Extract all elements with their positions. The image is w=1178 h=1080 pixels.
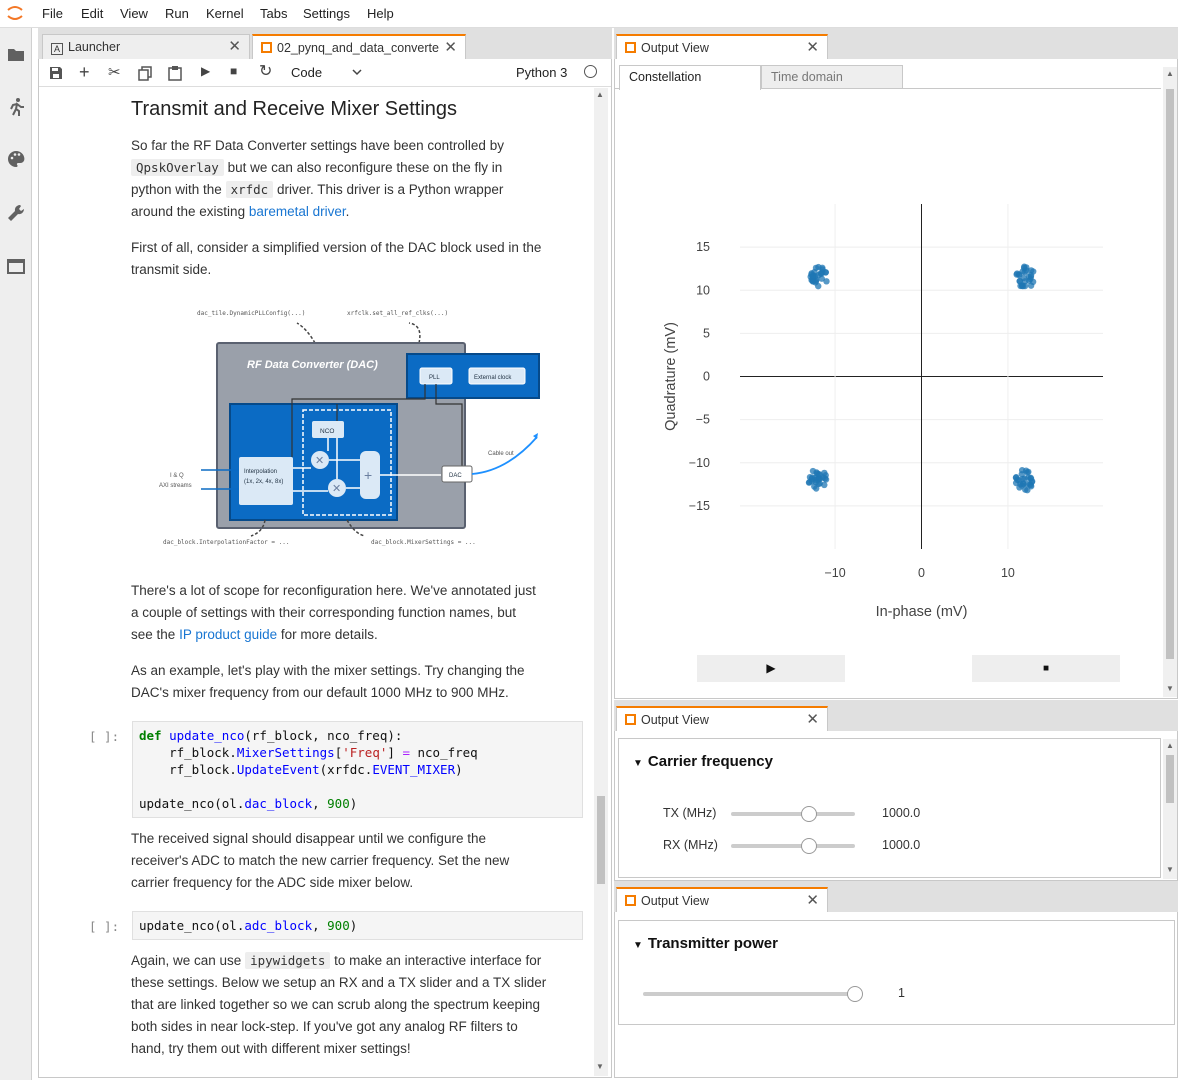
scroll-up-icon[interactable]: ▲ [1166,69,1174,78]
power-value: 1 [898,986,905,1000]
section-heading: Transmit and Receive Mixer Settings [131,98,458,120]
rx-label: RX (MHz) [663,838,718,852]
tx-value: 1000.0 [882,806,921,820]
scroll-up-icon[interactable]: ▲ [1166,741,1174,750]
constellation-point [815,283,821,289]
menu-edit[interactable]: Edit [81,6,104,21]
x-tick-label: −10 [824,566,846,580]
svg-text:+: + [364,467,373,483]
text: Again, we can use [131,953,242,968]
text: First of all, consider a simplified version of the DAC block used in the [131,240,542,255]
text: hand, try them out with different mixer settings! [131,1041,411,1056]
dac-label: DAC [449,473,462,479]
y-tick-label: 15 [696,240,710,255]
transmitter-power-widget [618,920,1175,1025]
power-slider[interactable] [643,992,855,996]
launcher-icon: A [51,43,63,55]
ip-product-guide-link[interactable]: IP product guide [179,627,278,642]
constellation-point [1025,475,1031,481]
tx-slider-handle[interactable] [801,806,817,822]
x-axis-label: In-phase (mV) [875,604,968,620]
text: DAC's mixer frequency from our default 1000 MHz to 900 MHz. [131,685,509,700]
annotation-mixer: dac_block.MixerSettings = ... [371,539,476,546]
text: python with the [131,182,222,197]
external-clock-label: External clock [474,375,512,381]
tx-slider[interactable] [731,812,855,816]
section-title: Carrier frequency [647,753,773,770]
kernel-status-icon [584,65,597,78]
constellation-point [812,273,818,279]
tx-label: TX (MHz) [663,806,717,820]
text: The received signal should disappear until we configure the [131,831,486,846]
menu-tabs[interactable]: Tabs [260,6,288,21]
caret-down-icon: ▼ [633,940,643,951]
y-tick-label: −10 [688,455,710,470]
code-cell-update-nco[interactable]: def update_nco(rf_block, nco_freq): rf_block.MixerSettings['Freq'] = nco_freq rf_block.UpdateEvent(xrfdc.EVENT_MIXER) update_nco(ol.dac_block, 900) [132,721,583,818]
scroll-down-icon[interactable]: ▼ [596,1062,604,1071]
caret-down-icon: ▼ [633,758,643,769]
output-view-icon [625,895,636,906]
restart-icon[interactable]: ↻ [259,63,273,80]
menu-file[interactable]: File [42,6,63,21]
annotation-pll-config: dac_tile.DynamicPLLConfig(...) [197,310,306,317]
scroll-up-icon[interactable]: ▲ [596,90,604,99]
constellation-plot [655,189,1125,644]
cut-icon[interactable]: ✂ [108,64,121,81]
inline-code: xrfdc [226,181,274,198]
annotation-interpolation: dac_block.InterpolationFactor = ... [163,539,290,546]
output-view-3-tab-bar [614,881,1178,912]
tab-output-view-1[interactable] [616,34,828,60]
constellation-point [1022,486,1028,492]
text: see the [131,627,176,642]
add-cell-icon[interactable]: + [79,62,90,82]
scroll-thumb[interactable] [1166,89,1174,659]
annotation-ref-clks: xrfclk.set_all_ref_clks(...) [347,310,449,317]
tab-label: Output View [641,41,709,55]
text: carrier frequency for the ADC side mixer below. [131,875,414,890]
constellation-point [1013,271,1019,277]
notebook-content [39,88,593,1076]
output-view-1-tab-bar [614,28,1178,59]
scroll-thumb[interactable] [1166,755,1174,803]
section-title: Transmitter power [647,935,778,952]
copy-icon[interactable] [138,66,152,81]
folder-icon[interactable] [5,43,27,65]
wrench-icon[interactable] [5,202,27,224]
markdown-cell-received [131,828,571,894]
y-tick-label: 5 [703,326,710,341]
inline-code: QpskOverlay [131,159,224,176]
x-tick-label: 10 [1000,566,1015,580]
y-tick-label: −5 [695,412,710,427]
rx-slider[interactable] [731,844,855,848]
text: around the existing [131,204,246,219]
paste-icon[interactable] [168,65,182,81]
close-icon[interactable]: ✕ [228,38,241,55]
output-view-3-panel [614,912,1178,1078]
code-cell-update-adc[interactable]: update_nco(ol.adc_block, 900) [132,911,583,940]
left-sidebar [0,28,32,1080]
kernel-name[interactable]: Python 3 [516,65,568,80]
cell-prompt: [ ]: [89,919,120,934]
close-icon[interactable]: ✕ [441,36,457,60]
menu-kernel[interactable]: Kernel [206,6,244,21]
text: that are linked together so we can scrub along the spectrum keeping [131,997,540,1012]
tab-label: Launcher [68,40,121,54]
output-view-1-panel [614,59,1178,699]
stop-button[interactable]: ■ [972,655,1120,682]
constellation-point [1017,283,1023,289]
notebook-tab-bar [38,28,612,59]
markdown-cell-dac [131,237,571,281]
iq-label: I & Q [170,473,184,479]
close-icon[interactable]: ✕ [806,892,819,909]
constellation-point [821,482,827,488]
text: to make an interactive interface for [334,953,542,968]
carrier-frequency-widget [618,738,1161,878]
scroll-down-icon[interactable]: ▼ [1166,865,1174,874]
constellation-point [811,483,817,489]
constellation-point [818,270,824,276]
notebook-panel [38,59,612,1078]
text: . [345,204,350,219]
text: So far the RF Data Converter settings have been controlled by [131,138,504,153]
output-view-icon [625,714,636,725]
power-slider-handle[interactable] [847,986,863,1002]
stop-icon[interactable]: ■ [230,64,238,78]
inline-code: ipywidgets [245,952,330,969]
rx-value: 1000.0 [882,838,921,852]
palette-icon[interactable] [5,148,27,170]
text: a couple of settings with their corresponding function names, but [131,605,516,620]
menu-help[interactable]: Help [367,6,394,21]
save-icon[interactable] [49,66,63,80]
baremetal-driver-link[interactable]: baremetal driver [248,204,346,219]
diagram-title: RF Data Converter (DAC) [247,359,378,371]
menu-run[interactable]: Run [165,6,189,21]
constellation-point [821,470,827,476]
constellation-point [822,475,828,481]
tab-time-domain[interactable]: Time domain [761,65,903,89]
tab-launcher[interactable] [42,34,250,59]
constellation-point [1023,264,1029,270]
text: but we can also reconfigure these on the fly in [227,160,503,175]
interpolation-label: Interpolation [244,469,278,475]
tab-label: Output View [641,713,709,727]
markdown-cell-example [131,660,571,704]
svg-text:✕: ✕ [332,483,342,495]
tab-label: Output View [641,894,709,908]
svg-text:✕: ✕ [315,455,325,467]
text: There's a lot of scope for reconfiguration here. We've annotated just [131,583,536,598]
menu-bar [0,0,1178,28]
notebook-scrollbar[interactable] [594,88,608,1076]
markdown-cell-scope [131,580,571,646]
axi-streams-label: AXI streams [159,483,192,489]
constellation-point [1013,475,1019,481]
cell-prompt: [ ]: [89,729,120,744]
constellation-point [1019,471,1025,477]
notebook-toolbar [39,59,611,87]
output-view-2-tab-bar [614,700,1178,731]
nco-label: NCO [320,428,335,435]
text: both sides in near lock-step. If you've got any analog RF filters to [131,1019,518,1034]
dac-block-diagram [157,303,557,548]
scroll-down-icon[interactable]: ▼ [1166,684,1174,693]
cell-type-select[interactable]: Code [291,65,323,80]
constellation-point [1026,273,1032,279]
y-tick-label: 0 [703,369,710,384]
constellation-point [1017,481,1023,487]
cable-out-label: Cable out [488,451,514,457]
tab-label: 02_pynq_and_data_converte [277,41,439,55]
text: transmit side. [131,262,212,277]
y-tick-label: −15 [688,498,710,513]
output-view-2-panel [614,731,1178,881]
tab-output-view-2[interactable] [616,706,828,732]
markdown-cell-ipywidgets [131,950,571,1060]
tabs-icon[interactable] [5,255,27,277]
notebook-icon [261,42,272,53]
tab-output-view-3[interactable] [616,887,828,913]
tab-notebook[interactable] [252,34,466,60]
text: receiver's ADC to match the new carrier frequency. Set the new [131,853,510,868]
text: these settings. Below we setup an RX and a TX slider and a TX slider [131,975,547,990]
constellation-point [815,264,821,270]
x-tick-label: 0 [918,566,925,580]
tab-constellation[interactable]: Constellation [619,65,761,90]
close-icon[interactable]: ✕ [806,39,819,56]
text: driver. This driver is a Python wrapper [276,182,504,197]
text: As an example, let's play with the mixer settings. Try changing the [131,663,525,678]
output-2-scrollbar[interactable] [1163,739,1177,879]
chevron-down-icon[interactable] [352,69,362,76]
carrier-frequency-accordion[interactable] [633,753,773,770]
transmitter-power-accordion[interactable] [633,935,778,952]
running-icon[interactable] [5,96,27,118]
pll-label: PLL [429,375,440,381]
y-axis-label: Quadrature (mV) [663,322,679,431]
text: for more details. [280,627,378,642]
close-icon[interactable]: ✕ [806,711,819,728]
run-icon[interactable]: ▶ [201,64,211,78]
constellation-point [1028,482,1034,488]
play-button[interactable]: ▶ [697,655,845,682]
menu-settings[interactable]: Settings [303,6,350,21]
markdown-cell-intro [131,135,571,223]
rx-slider-handle[interactable] [801,838,817,854]
jupyter-logo-icon[interactable] [6,4,24,22]
interpolation-factors-label: (1x, 2x, 4x, 8x) [244,479,284,485]
menu-view[interactable]: View [120,6,148,21]
scroll-thumb[interactable] [597,796,605,884]
output-view-icon [625,42,636,53]
output-1-scrollbar[interactable] [1163,67,1177,697]
y-tick-label: 10 [696,283,710,298]
